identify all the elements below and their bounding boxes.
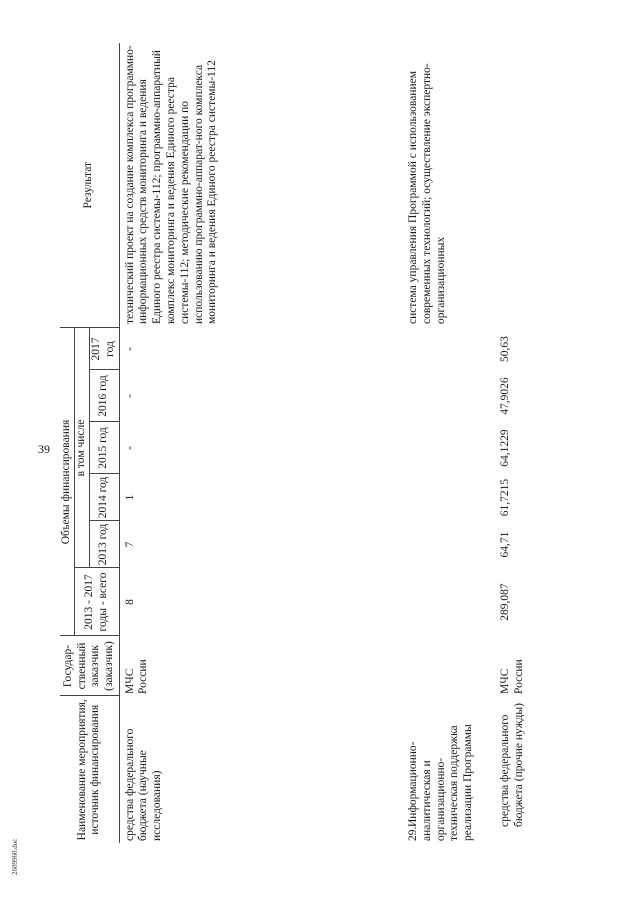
- row-2014: [395, 474, 495, 521]
- row-total: 289,087: [499, 583, 512, 621]
- row-2013: [395, 521, 495, 568]
- header-total: 2013 - 2017 годы - всего: [74, 568, 119, 636]
- header-result: Результат: [60, 43, 119, 328]
- row-2013: 7: [123, 541, 136, 548]
- file-reference: 2609960.doc: [11, 838, 19, 875]
- header-funding: Объемы финансирования: [60, 328, 74, 636]
- row-2015: [395, 422, 495, 474]
- funding-table: [60, 43, 555, 843]
- row-2016: [395, 370, 495, 422]
- table-row: [119, 43, 395, 843]
- row-2016: -: [123, 394, 136, 398]
- row-2016: 47,9026: [499, 377, 512, 415]
- row-customer: МЧС России: [499, 659, 525, 694]
- row-name-text: Информационно-аналитическая и организационно-техническая поддержка реализации Программы: [407, 724, 475, 841]
- row-2014: 1: [123, 494, 136, 501]
- page-number: 39: [38, 442, 50, 456]
- row-name: [395, 696, 495, 843]
- header-year-2013: 2013 год: [89, 521, 119, 568]
- header-customer: Государ-ственный заказчик (заказчик): [60, 636, 119, 696]
- row-result: система управления Программой с использованием современных технологий; осуществление экспертно-организационных: [407, 63, 447, 324]
- row-name: средства федерального бюджета (научные исследования): [123, 728, 164, 841]
- row-total: 8: [123, 599, 136, 605]
- header-year-2014: 2014 год: [89, 474, 119, 521]
- row-2017: [395, 328, 495, 370]
- row-name: средства федерального бюджета (прочие нужды): [499, 703, 525, 827]
- row-2017: 50,63: [499, 336, 512, 362]
- table-row: [395, 43, 495, 843]
- row-result: технический проект на создание комплекса программно-информационных средств мониторинга и ведения Единого реестра системы-112; программно-аппаратный комплекс мониторинга и ведения Единого реестра системы-112; методические рекомендации по использованию программно-аппарат-ного комплекса мониторинга и ведения Единого реестра системы-112: [123, 45, 219, 324]
- row-customer: [395, 636, 495, 696]
- row-total: [395, 568, 495, 636]
- header-year-2015: 2015 год: [89, 422, 119, 474]
- row-2014: 61,7215: [499, 478, 512, 517]
- row-2015: -: [123, 446, 136, 450]
- row-customer: МЧС России: [123, 659, 150, 694]
- header-name: Наименование мероприятия, источник финансирования: [60, 696, 119, 843]
- row-2017: -: [123, 347, 136, 351]
- funding-table-rotated: [60, 43, 600, 843]
- header-including: в том числе: [74, 328, 89, 568]
- header-year-2017: 2017 год: [89, 328, 119, 370]
- header-year-2016: 2016 год: [89, 370, 119, 422]
- row-2013: 64,71: [499, 531, 512, 558]
- row-2015: 64,1229: [499, 429, 512, 467]
- row-number: 29.: [407, 826, 420, 841]
